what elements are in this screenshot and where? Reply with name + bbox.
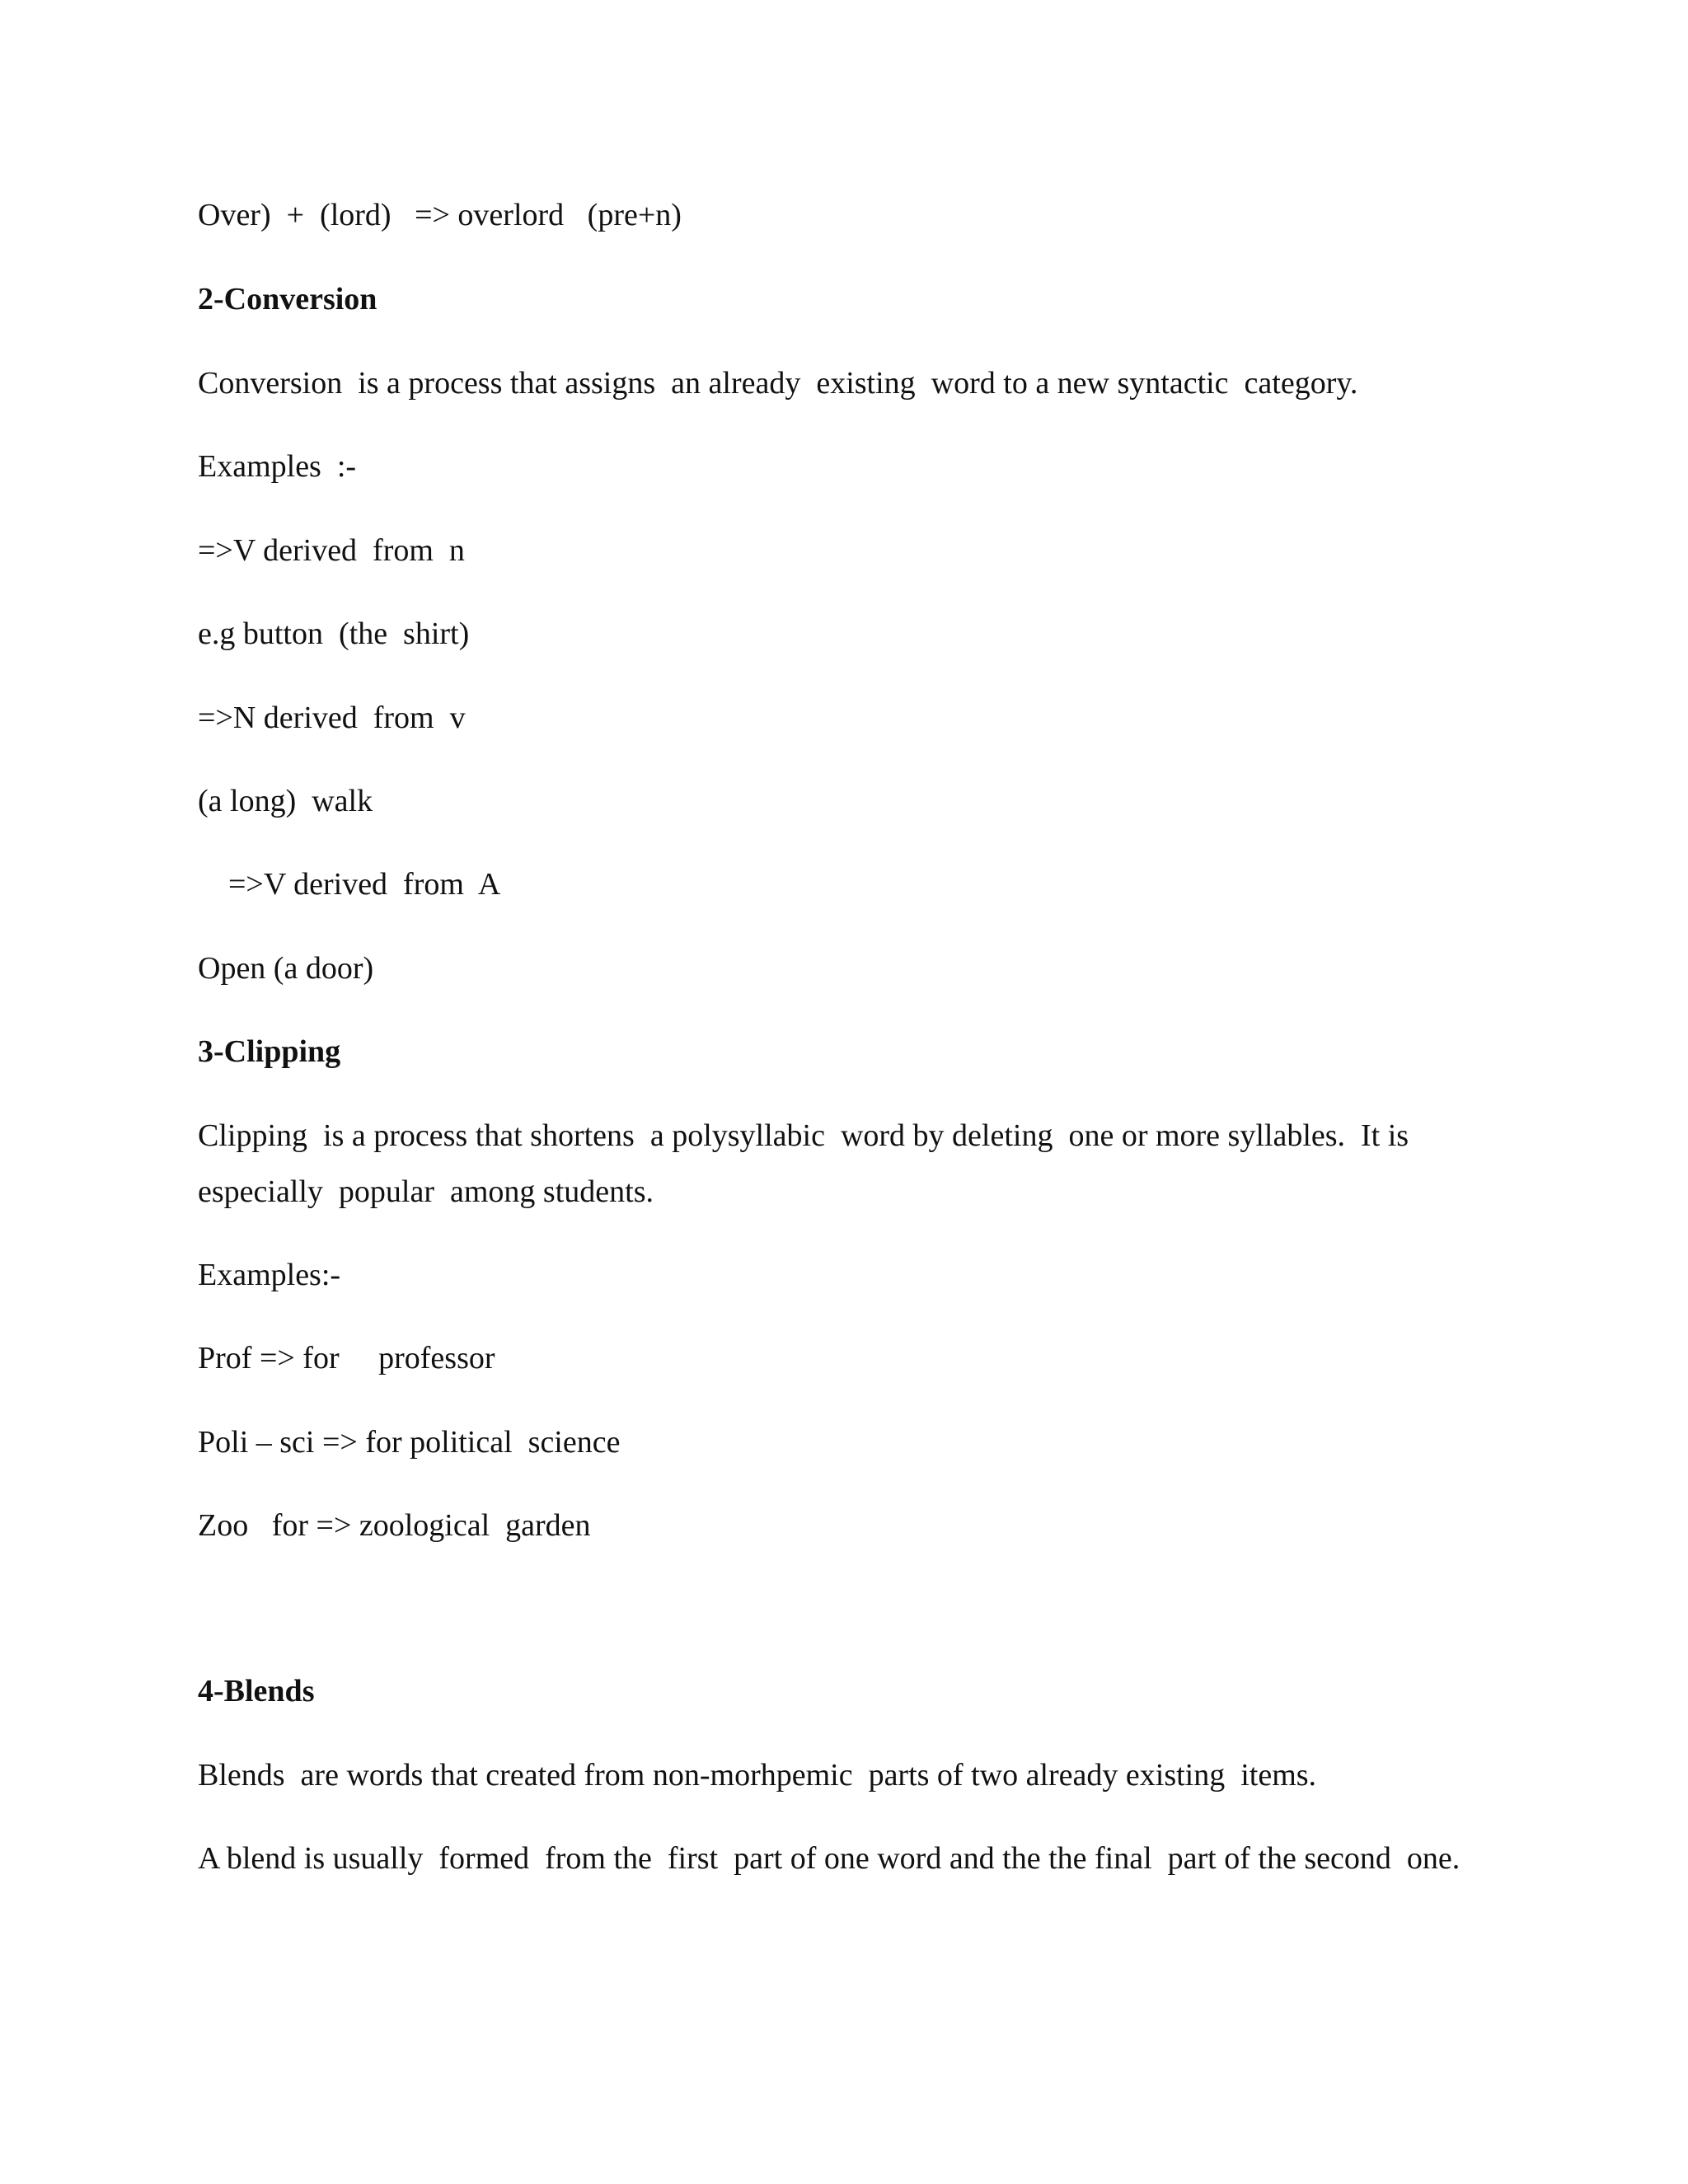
example-line: e.g button (the shirt) <box>198 616 470 651</box>
example-line: Open (a door) <box>198 951 374 986</box>
paragraph-blends-definition: Blends are words that created from non-morhpemic parts of two already existing items. <box>198 1758 1317 1793</box>
paragraph-blends-formation: A blend is usually formed from the first part of one word and the the final part of the second one. <box>198 1841 1461 1876</box>
paragraph-conversion-definition: Conversion is a process that assigns an already existing word to a new syntactic category. <box>198 366 1358 401</box>
paragraph-clipping-definition: Clipping is a process that shortens a polysyllabic word by deleting one or more syllables. It is <box>198 1118 1409 1153</box>
paragraph-clipping-continuation: especially popular among students. <box>198 1174 654 1209</box>
heading-conversion: 2-Conversion <box>198 282 377 316</box>
heading-blends: 4-Blends <box>198 1674 315 1708</box>
examples-label: Examples :- <box>198 449 357 484</box>
example-line: (a long) walk <box>198 784 373 818</box>
example-line: =>V derived from A <box>228 867 501 902</box>
example-line: =>N derived from v <box>198 701 466 735</box>
examples-label: Examples:- <box>198 1258 341 1292</box>
example-line: =>V derived from n <box>198 533 465 568</box>
formula-line: Over) + (lord) => overlord (pre+n) <box>198 198 682 232</box>
heading-clipping: 3-Clipping <box>198 1034 341 1069</box>
example-line: Zoo for => zoological garden <box>198 1508 591 1543</box>
example-line: Poli – sci => for political science <box>198 1425 621 1460</box>
example-line: Prof => for professor <box>198 1341 495 1376</box>
